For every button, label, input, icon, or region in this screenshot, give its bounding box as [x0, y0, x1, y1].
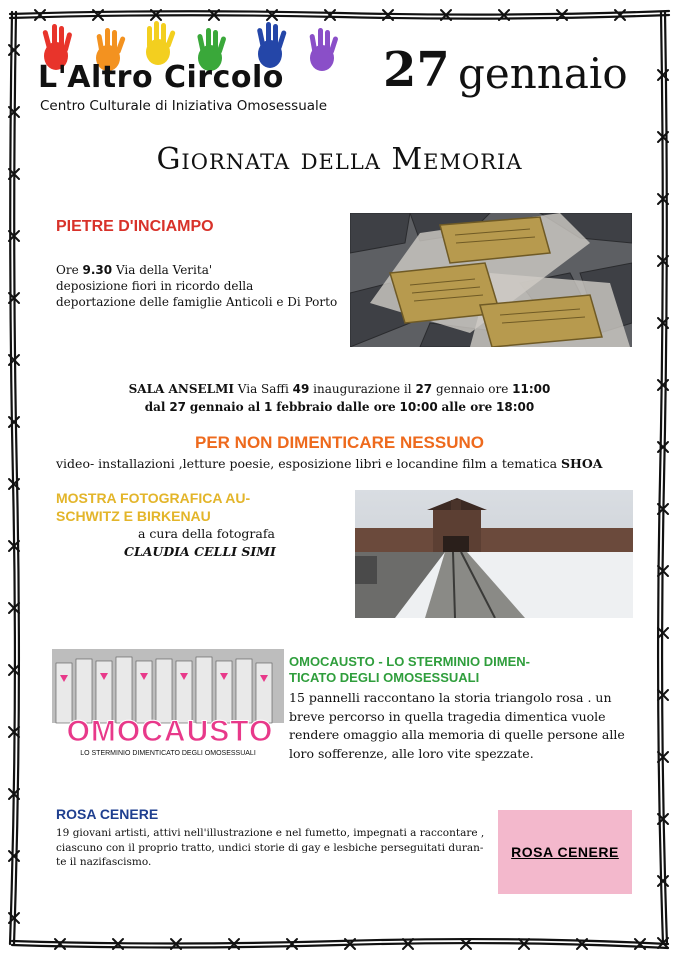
auschwitz-photo — [355, 490, 633, 618]
sala-text-febbraio: febbraio dalle ore — [276, 400, 396, 414]
sala-time1: 11:00 — [512, 382, 551, 396]
rosa-text-line: te il nazifascismo. — [56, 856, 152, 868]
pietre-time: 9.30 — [82, 263, 113, 277]
omocausto-heading — [289, 654, 530, 686]
org-name: L'Altro Circolo — [38, 60, 284, 95]
nessuno-text — [56, 456, 602, 471]
sala-line2 — [0, 398, 679, 416]
pietre-heading: PIETRE D'INCIAMPO — [56, 218, 214, 235]
sala-street: Via Saffi — [237, 382, 289, 396]
sala-info — [0, 380, 679, 416]
page-title: Giornata della Memoria — [156, 142, 523, 177]
org-subtitle: Centro Culturale di Iniziativa Omosessuale — [40, 98, 328, 114]
nessuno-text-body: video- installazioni ,letture poesie, esposizione libri e locandine film a tematica — [56, 456, 558, 471]
omocausto-heading-line2: TICATO DEGLI OMOSESSUALI — [289, 670, 480, 685]
sala-time3: 18:00 — [496, 400, 535, 414]
omocausto-text-line: loro sofferenze, alle loro vite spezzate. — [289, 745, 534, 761]
pietre-line1 — [56, 262, 346, 278]
nessuno-text-shoa: SHOA — [561, 456, 603, 471]
sala-day: 27 — [415, 382, 433, 396]
omocausto-text-line: rendere omaggio alla memoria di quelle persone alle — [289, 727, 625, 742]
sala-text-inaug: inaugurazione il — [313, 382, 412, 396]
mostra-photographer: CLAUDIA CELLI SIMI — [124, 544, 276, 559]
nessuno-heading: PER NON DIMENTICARE NESSUNO — [194, 433, 485, 452]
sala-text-gennaio: gennaio ore — [435, 382, 509, 396]
omocausto-text — [289, 689, 625, 763]
omocausto-heading-line1: OMOCAUSTO - LO STERMINIO DIMEN- — [289, 654, 530, 669]
pietre-street: Via della Verita' — [115, 263, 213, 277]
omocausto-text-line: breve percorso in quella tragedia dimentica vuole — [289, 708, 606, 724]
sala-text-alle: alle ore — [441, 400, 493, 414]
omocausto-image-subtitle: LO STERMINIO DIMENTICATO DEGLI OMOSESSUALI — [80, 750, 256, 757]
pietre-line2: deposizione fiori in ricordo della — [56, 279, 254, 293]
stumbling-stones-photo — [350, 213, 632, 347]
mostra-curated: a cura della fotografa — [138, 526, 275, 541]
omocausto-text-line: 15 pannelli raccontano la storia triangolo rosa . un — [289, 690, 612, 705]
sala-day3: 1 — [264, 400, 273, 414]
mostra-heading-line2: SCHWITZ E BIRKENAU — [56, 508, 211, 524]
sala-line1 — [0, 380, 679, 398]
rosa-text-line: 19 giovani artisti, attivi nell'illustrazione e nel fumetto, impegnati a raccontare , — [56, 827, 485, 839]
pietre-line3: deportazione delle famiglie Anticoli e Di Porto — [56, 295, 338, 309]
rosa-text — [56, 826, 484, 870]
omocausto-image-title: OMOCAUSTO — [66, 715, 274, 748]
date-day: 27 — [383, 42, 450, 98]
barb — [658, 876, 668, 886]
sala-day2: 27 — [169, 400, 187, 414]
barb — [615, 10, 625, 20]
sala-name: SALA ANSELMI — [128, 382, 234, 396]
pietre-text — [56, 262, 346, 310]
rosa-heading: ROSA CENERE — [56, 806, 159, 822]
pietre-time-prefix: Ore — [56, 263, 79, 277]
sala-street-number: 49 — [292, 382, 310, 396]
sala-text-gennaio-al: gennaio al — [189, 400, 261, 414]
sala-time2: 10:00 — [399, 400, 438, 414]
mostra-heading-line1: MOSTRA FOTOGRAFICA AU- — [56, 490, 251, 506]
barb — [9, 417, 19, 427]
rosa-text-line: ciascuno con il proprio tratto, undici storie di gay e lesbiche perseguitati duran- — [56, 841, 484, 854]
mostra-heading — [56, 489, 250, 525]
rosa-cenere-box-label: ROSA CENERE — [511, 844, 619, 860]
barb — [287, 939, 297, 949]
rosa-cenere-book-cover — [498, 810, 632, 894]
barb — [55, 939, 65, 949]
sala-text-dal: dal — [144, 400, 166, 414]
date-month: gennaio — [458, 49, 628, 98]
